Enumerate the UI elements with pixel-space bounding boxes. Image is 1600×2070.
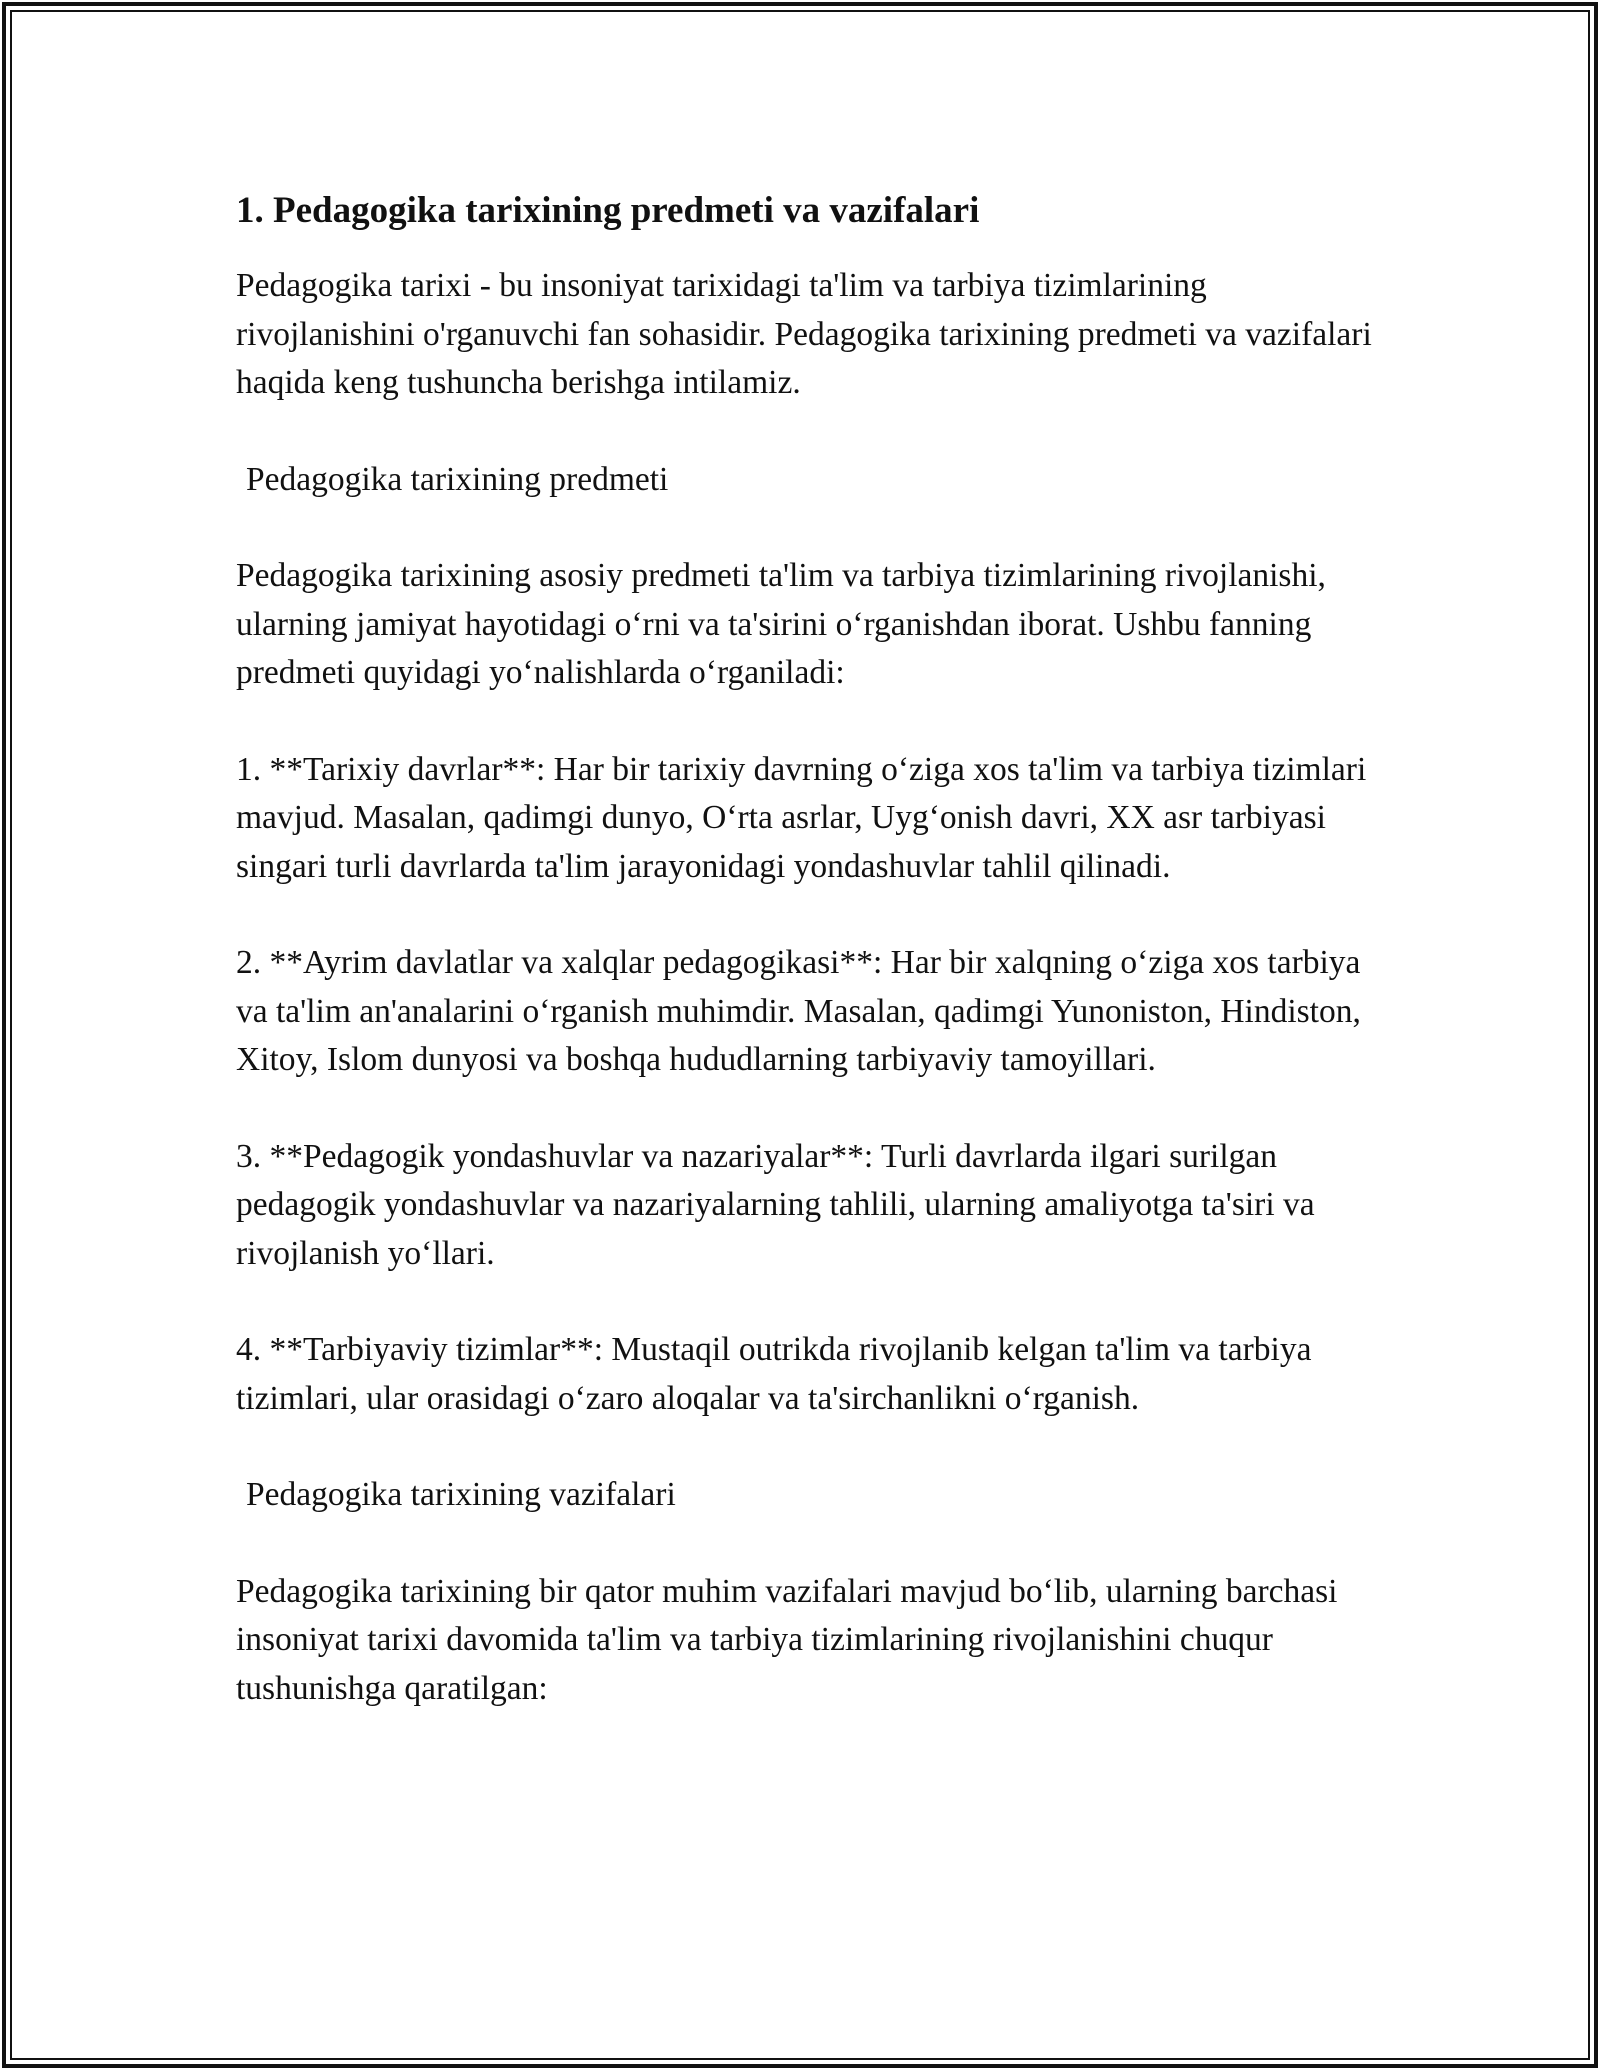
document-title: 1. Pedagogika tarixining predmeti va vazifalari [236,190,980,231]
list-item-pedagogical-approaches: 3. **Pedagogik yondashuvlar va nazariyalar**: Turli davrlarda ilgari surilgan pedagogik yondashuvlar va nazariyalarning tahlili, ularning amaliyotga ta'siri va rivojlanish yoʻllari. [236,1137,1315,1272]
intro-paragraph: Pedagogika tarixi - bu insoniyat tarixidagi ta'lim va tarbiya tizimlarining rivojlanishini o'rganuvchi fan sohasidir. Pedagogika tarixining predmeti va vazifalari haqida keng tushuncha berishga intilamiz. [236,267,1372,401]
section-heading-subject: Pedagogika tarixining predmeti [246,460,669,498]
subject-paragraph: Pedagogika tarixining asosiy predmeti ta'lim va tarbiya tizimlarining rivojlanishi, ularning jamiyat hayotidagi oʻrni va ta'sirini oʻrganishdan iborat. Ushbu fanning predmeti quyidagi yoʻnalishlarda oʻrganiladi: [236,557,1326,691]
document-body [236,186,1386,1761]
list-item-historical-periods: 1. **Tarixiy davrlar**: Har bir tarixiy davrning oʻziga xos ta'lim va tarbiya tizimlari mavjud. Masalan, qadimgi dunyo, Oʻrta asrlar, Uygʻonish davri, XX asr tarbiyasi singari turli davrlarda ta'lim jarayonidagi yondashuvlar tahlil qilinadi. [236,750,1367,885]
section-heading-tasks: Pedagogika tarixining vazifalari [246,1476,676,1513]
list-item-educational-systems: 4. **Tarbiyaviy tizimlar**: Mustaqil outrikda rivojlanib kelgan ta'lim va tarbiya tizimlari, ular orasidagi oʻzaro aloqalar va ta'sirchanlikni oʻrganish. [236,1331,1312,1417]
tasks-paragraph: Pedagogika tarixining bir qator muhim vazifalari mavjud boʻlib, ularning barchasi insoniyat tarixi davomida ta'lim va tarbiya tizimlarining rivojlanishini chuqur tushunishga qaratilgan: [236,1572,1338,1707]
list-item-nations-pedagogy: 2. **Ayrim davlatlar va xalqlar pedagogikasi**: Har bir xalqning oʻziga xos tarbiya va ta'lim an'analarini oʻrganish muhimdir. Masalan, qadimgi Yunoniston, Hindiston, Xitoy, Islom dunyosi va boshqa hududlarning tarbiyaviy tamoyillari. [236,944,1361,1078]
